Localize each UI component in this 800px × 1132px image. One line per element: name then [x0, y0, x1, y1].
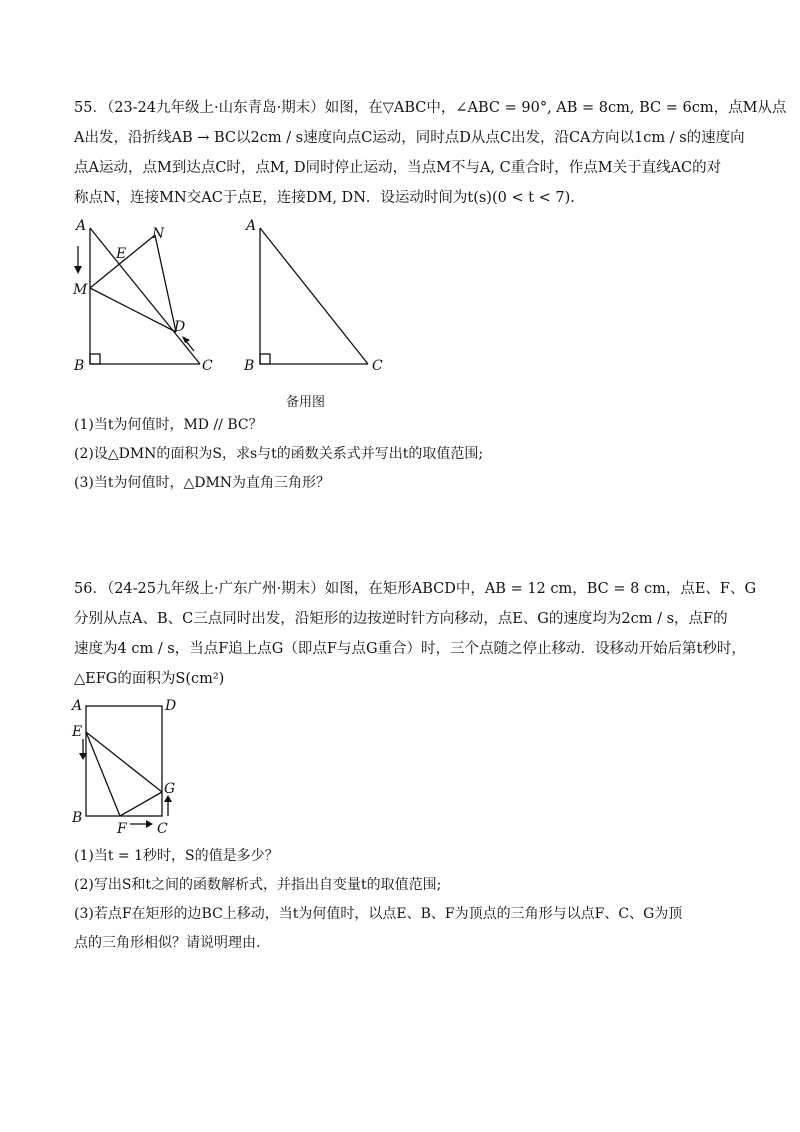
arrow-up-left-icon: [182, 336, 190, 343]
label-c: C: [157, 821, 168, 837]
q55-figure-spare: [236, 212, 396, 382]
q55-figure-main: [64, 212, 234, 382]
label-c: C: [372, 358, 383, 374]
label-a: A: [246, 218, 257, 234]
label-m: M: [73, 282, 88, 298]
q55-part-1: (1)当t为何值时，MD // BC？: [74, 417, 263, 433]
right-angle-mark: [90, 354, 100, 364]
label-n: N: [152, 226, 165, 242]
label-b: B: [72, 810, 83, 826]
segment-fg: [120, 792, 162, 816]
arrow-down-icon: [74, 266, 82, 274]
label-b: B: [74, 358, 85, 374]
segment-eg: [86, 732, 162, 792]
label-f: F: [117, 821, 127, 837]
label-e: E: [72, 724, 83, 740]
q56-line-3: 速度为4 cm / s，当点F追上点G（即点F与点G重合）时，三个点随之停止移动．设移动开始后第t秒时，: [74, 641, 746, 657]
label-c: C: [202, 358, 213, 374]
q56-part-2: (2)写出S和t之间的函数解析式，并指出自变量t的取值范围;: [74, 877, 442, 893]
segment-nd: [155, 235, 176, 332]
label-e: E: [116, 246, 127, 262]
q55-line-2: A出发，沿折线AB → BC以2cm / s速度向点C运动，同时点D从点C出发，沿CA方向以1cm / s的速度向: [74, 130, 745, 146]
label-d: D: [174, 319, 186, 335]
arrow-d-direction: [186, 341, 194, 351]
q55-line-4: 称点N，连接MN交AC于点E，连接DM, DN．设运动时间为t(s)(0 < t < 7).: [74, 190, 575, 206]
q55-part-2: (2)设△DMN的面积为S，求s与t的函数关系式并写出t的取值范围;: [74, 446, 484, 462]
label-a: A: [72, 698, 83, 714]
label-d: D: [165, 698, 177, 714]
right-angle-mark: [260, 354, 270, 364]
q56-part-3-line-1: (3)若点F在矩形的边BC上移动，当t为何值时，以点E、B、F为顶点的三角形与以点F、C、G为顶: [74, 906, 683, 922]
q56-part-1: (1)当t = 1秒时，S的值是多少？: [74, 848, 279, 864]
label-a: A: [76, 218, 87, 234]
label-g: G: [164, 781, 176, 797]
segment-ac: [260, 228, 368, 364]
arrow-right-icon: [146, 820, 153, 828]
q56-line-2: 分别从点A、B、C三点同时出发，沿矩形的边按逆时针方向移动，点E、G的速度均为2cm / s，点F的: [74, 611, 728, 627]
q55-line-3: 点A运动，点M到达点C时，点M, D同时停止运动，当点M不与A, C重合时，作点M关于直线AC的对: [74, 160, 722, 176]
q56-figure: [64, 696, 204, 841]
q56-line-4: △EFG的面积为S(cm²): [74, 671, 225, 687]
q56-part-3-line-2: 点的三角形相似？请说明理由.: [74, 935, 261, 951]
label-b: B: [244, 358, 255, 374]
spare-figure-caption: 备用图: [286, 395, 326, 410]
q55-part-3: (3)当t为何值时，△DMN为直角三角形？: [74, 475, 331, 491]
q56-line-1: 56．（24-25九年级上·广东广州·期末）如图，在矩形ABCD中，AB = 12 cm，BC = 8 cm，点E、F、G: [74, 581, 757, 597]
q55-line-1: 55．（23-24九年级上·山东青岛·期末）如图，在▽ABC中，∠ABC = 90°, AB = 8cm, BC = 6cm，点M从点: [74, 100, 787, 116]
segment-md: [90, 288, 176, 332]
